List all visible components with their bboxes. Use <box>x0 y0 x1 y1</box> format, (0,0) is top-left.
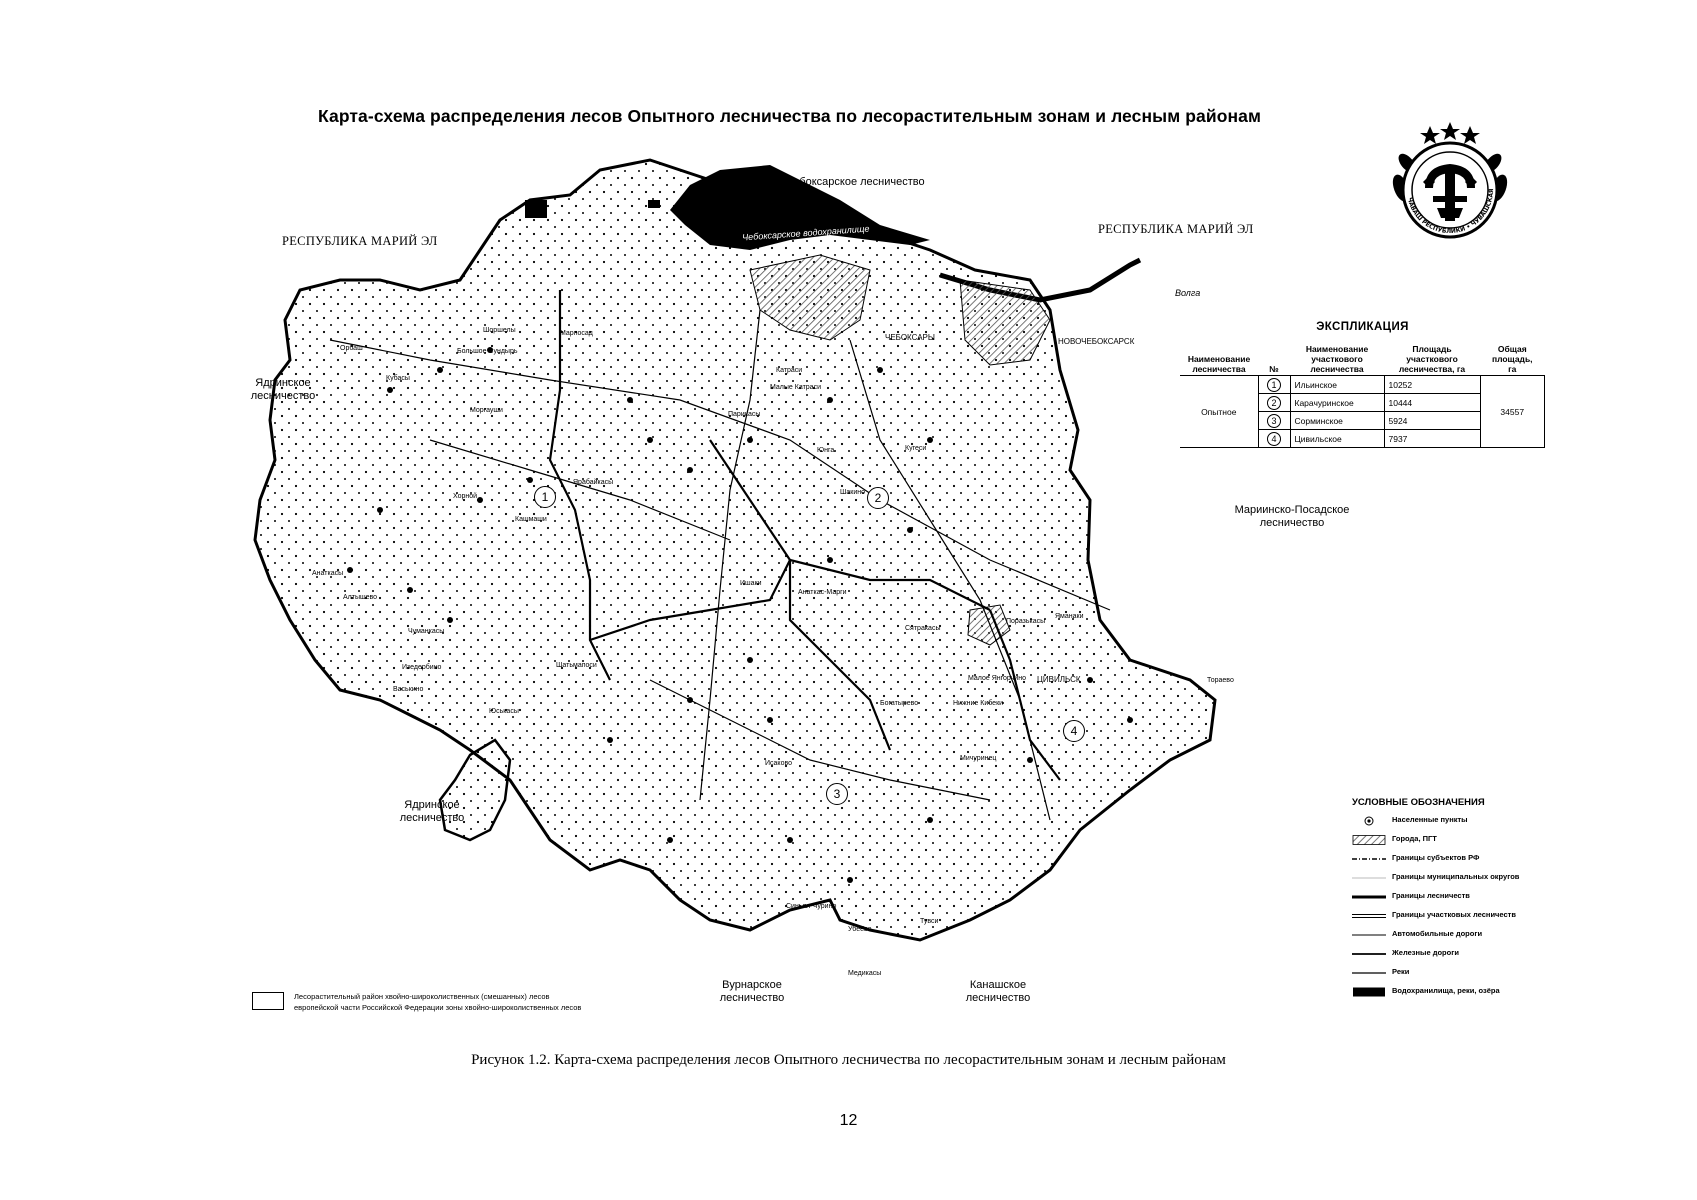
settlement-label: Тувси <box>920 918 939 925</box>
city-hatch-icon <box>1352 835 1386 845</box>
exclave-area <box>440 740 510 840</box>
settlement-label: Юнга <box>817 447 835 454</box>
zone-swatch <box>252 992 284 1010</box>
legend-item: Границы лесничеств <box>1352 888 1592 907</box>
settlement-label: Марпосад <box>560 330 593 337</box>
settlement-label: Ишаки <box>740 580 762 587</box>
table-row <box>1180 376 1545 394</box>
settlement-label: Мичуринец <box>960 755 997 762</box>
settlement-label: Кубасы <box>386 375 410 382</box>
label-volga: Волга <box>1175 288 1201 298</box>
forestry-name: Опытное <box>1180 376 1258 448</box>
label-yadrin-forestry-bottom: Ядринское лесничество <box>399 799 465 824</box>
label-vurnar-forestry: Вурнарское лесничество <box>719 979 785 1004</box>
map-legend <box>1352 797 1592 1002</box>
row-number: 4 <box>1267 432 1281 446</box>
label-reservoir: Чебоксарское водохранилище <box>741 223 870 243</box>
figure-caption: Рисунок 1.2. Карта-схема распределения лесов Опытного лесничества по лесорастительным зонам и лесным районам <box>471 1052 1226 1068</box>
district-name: Сорминское <box>1290 412 1384 430</box>
water-block <box>525 200 547 218</box>
label-kanash-forestry: Канашское лесничество <box>965 979 1031 1004</box>
page-number: 12 <box>839 1112 858 1129</box>
row-number: 3 <box>1267 414 1281 428</box>
chuvashia-emblem <box>1385 118 1515 248</box>
label-mari-el-right: РЕСПУБЛИКА МАРИЙ ЭЛ <box>1098 222 1254 236</box>
settlement-label: Убеево <box>848 926 872 933</box>
forestry-map <box>230 140 1230 1040</box>
settlement-label: Большое Сундырь <box>457 348 518 355</box>
settlement-label: Моргауши <box>470 407 503 414</box>
district-area: 7937 <box>1384 430 1480 448</box>
settlement-label: Изедербино <box>402 664 442 671</box>
label-cheboksary-forestry: Чебоксарское лесничество <box>786 176 925 188</box>
settlement-label: Парикасы <box>728 411 761 418</box>
water-fill-icon <box>1352 987 1386 997</box>
legend-item: Населенные пункты <box>1352 812 1592 831</box>
legend-item: Автомобильные дороги <box>1352 926 1592 945</box>
legend-item: Реки <box>1352 964 1592 983</box>
district-number-3: 3 <box>826 783 848 805</box>
col-header: Наименование участкового лесничества <box>1305 344 1369 374</box>
district-area: 5924 <box>1384 412 1480 430</box>
settlement-label: Юськасы <box>489 708 519 715</box>
railway-icon <box>1352 949 1386 959</box>
map-title: Карта-схема распределения лесов Опытного лесничества по лесорастительным зонам и лесным районам <box>318 106 1262 126</box>
settlement-label: Анаткасы <box>312 570 344 577</box>
settlement-label: Шакино <box>840 489 866 496</box>
forestry-border-icon <box>1352 892 1386 902</box>
explication-title: ЭКСПЛИКАЦИЯ <box>1316 321 1409 333</box>
settlement-label: Шатьмапоси <box>556 662 597 669</box>
settlement-label: Чуманкасы <box>408 628 445 635</box>
label-yadrin-forestry-top: Ядринское лесничество <box>250 377 316 402</box>
total-area: 34557 <box>1480 376 1545 448</box>
col-header: Общая площадь, га <box>1491 344 1533 374</box>
settlement-label: Хорной <box>453 493 478 500</box>
federal-border-icon <box>1352 854 1386 864</box>
district-border-icon <box>1352 911 1386 921</box>
settlement-label: Синьял-Чурино <box>786 903 837 910</box>
settlement-label: Орбаш <box>340 345 363 352</box>
settlement-label: Кугеси <box>905 445 927 452</box>
label-cheboksary: ЧЕБОКСАРЫ <box>885 333 935 342</box>
road-icon <box>1352 930 1386 940</box>
settlement-label: Тораево <box>1207 677 1234 684</box>
district-number-4: 4 <box>1063 720 1085 742</box>
settlement-label: Яманаки <box>1055 613 1084 620</box>
legend-item: Города, ПГТ <box>1352 831 1592 850</box>
settlement-dot-icon <box>1352 816 1386 826</box>
district-name: Ильинское <box>1290 376 1384 394</box>
explication-table <box>1180 337 1545 448</box>
settlement-label: Ярабайкасы <box>573 479 614 486</box>
settlement-label: Алтышево <box>343 594 378 601</box>
col-header: № <box>1269 364 1279 374</box>
district-area: 10252 <box>1384 376 1480 394</box>
legend-item: Границы муниципальных округов <box>1352 869 1592 888</box>
settlement-label: Кашмаши <box>515 516 547 523</box>
legend-item: Границы участковых лесничеств <box>1352 907 1592 926</box>
settlement-label: Анаткас-Марги <box>798 589 847 596</box>
settlement-label: Поразькасы <box>1006 618 1046 625</box>
district-area: 10444 <box>1384 394 1480 412</box>
row-number: 1 <box>1267 378 1281 392</box>
settlement-label: Богатырево <box>880 700 919 707</box>
label-novocheboksarsk: НОВОЧЕБОКСАРСК <box>1058 337 1135 346</box>
settlement-label: Медикасы <box>848 970 882 977</box>
col-header: Наименование лесничества <box>1187 354 1251 374</box>
col-header: Площадь участкового лесничества, га <box>1398 344 1466 374</box>
legend-item: Границы субъектов РФ <box>1352 850 1592 869</box>
district-number-2: 2 <box>867 487 889 509</box>
zone-legend-text: Лесорастительный район хвойно-широколиственных (смешанных) лесов европейской части Российской Федерации зоны хвойно-широколиственных лесов <box>294 992 582 1012</box>
settlement-label: Исаково <box>765 760 792 767</box>
label-mariinsky-forestry: Мариинско-Посадское лесничество <box>1234 504 1350 529</box>
label-tsivilsk: ЦИВИЛЬСК <box>1037 675 1081 684</box>
settlement-label: Шоршелы <box>483 327 516 334</box>
row-number: 2 <box>1267 396 1281 410</box>
settlement-label: Васькино <box>393 686 424 693</box>
legend-item: Железные дороги <box>1352 945 1592 964</box>
svg-text:ЧĂВАШ РЕСПУБЛИКИ • ЧУВАШСКАЯ Р: ЧĂВАШ РЕСПУБЛИКИ • ЧУВАШСКАЯ <box>1405 188 1496 236</box>
settlement-label: Катраси <box>776 367 803 374</box>
river-icon <box>1352 968 1386 978</box>
legend-item: Водохранилища, реки, озёра <box>1352 983 1592 1002</box>
settlement-label: Малые Катраси <box>770 384 821 391</box>
district-name: Карачуринское <box>1290 394 1384 412</box>
settlement-label: Малое Янгорчино <box>968 675 1026 682</box>
district-name: Цивильское <box>1290 430 1384 448</box>
water-block <box>648 200 660 208</box>
municipal-border-icon <box>1352 873 1386 883</box>
explication <box>1180 321 1545 448</box>
legend-title: УСЛОВНЫЕ ОБОЗНАЧЕНИЯ <box>1352 797 1485 808</box>
settlement-label: Сятракасы <box>905 625 941 632</box>
district-number-1: 1 <box>534 486 556 508</box>
settlement-label: Нижние Кибеки <box>953 700 1004 707</box>
label-mari-el-left: РЕСПУБЛИКА МАРИЙ ЭЛ <box>282 234 438 248</box>
